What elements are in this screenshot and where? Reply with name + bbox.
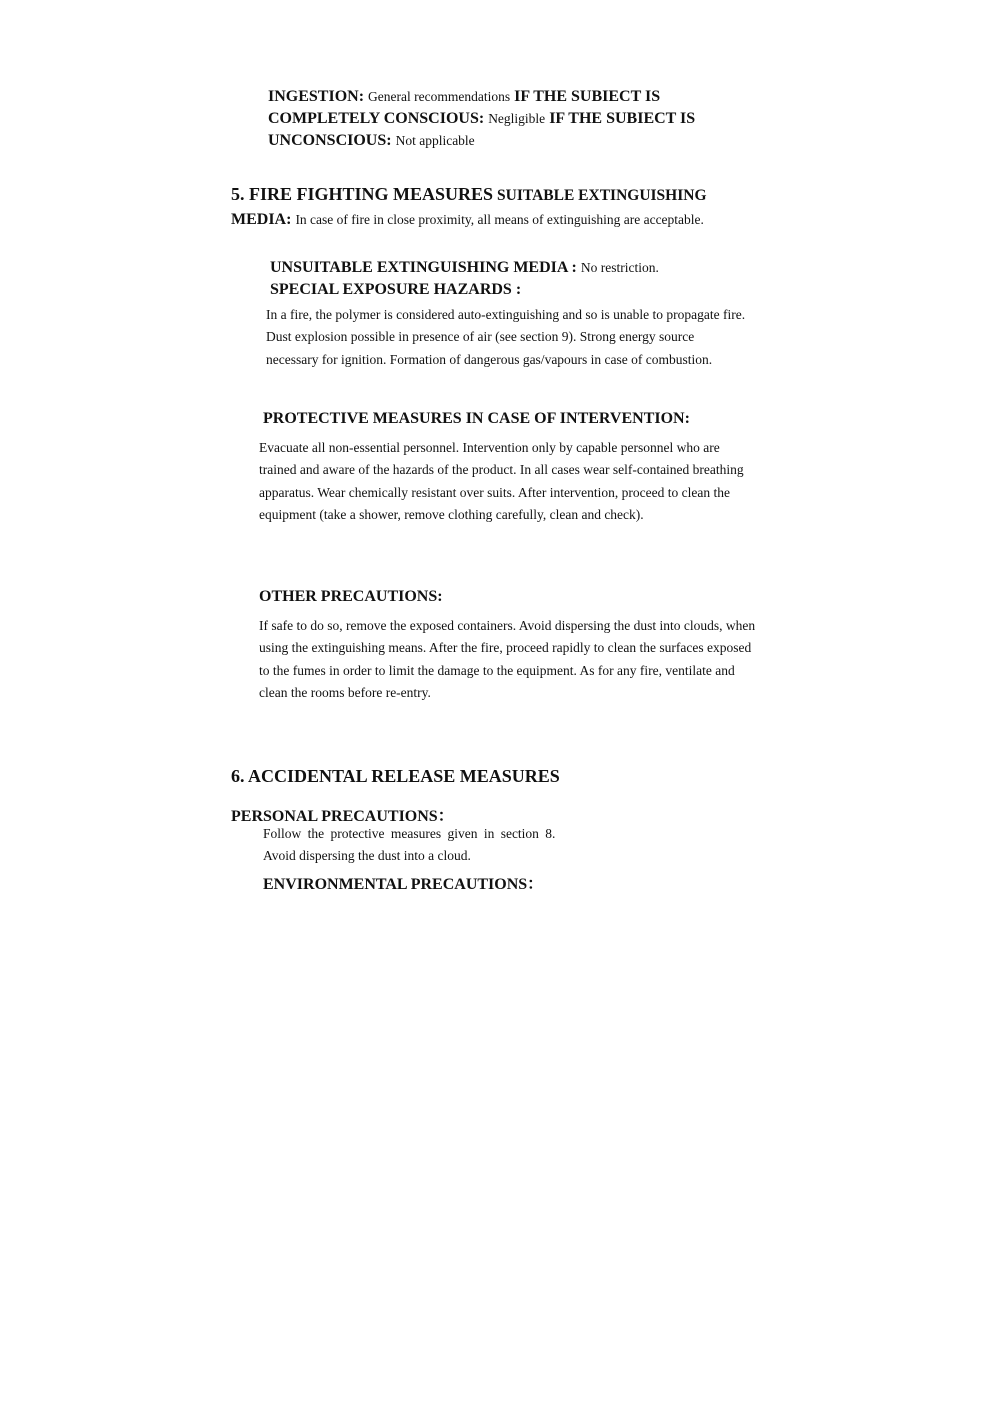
ingestion-line-3 bbox=[268, 132, 475, 150]
ingestion-general-text: General recommendations bbox=[368, 89, 511, 104]
special-hazards-heading: SPECIAL EXPOSURE HAZARDS : bbox=[270, 281, 522, 298]
conscious-label-part-1: IF THE SUBIECT IS bbox=[514, 88, 661, 105]
paragraph-line: using the extinguishing means. After the fire, proceed rapidly to clean the surfaces exposed bbox=[259, 640, 752, 656]
special-hazards-paragraph bbox=[266, 304, 745, 371]
unconscious-value: Not applicable bbox=[395, 133, 475, 148]
paragraph-line: apparatus. Wear chemically resistant over suits. After intervention, proceed to clean the bbox=[259, 484, 730, 500]
unsuitable-media-label: UNSUITABLE EXTINGUISHING MEDIA : bbox=[270, 259, 577, 276]
other-precautions-paragraph bbox=[259, 615, 755, 704]
suitable-media-label-part-2: MEDIA: bbox=[231, 211, 292, 228]
other-precautions-heading: OTHER PRECAUTIONS: bbox=[259, 588, 443, 605]
section-5-heading-line bbox=[231, 184, 707, 205]
conscious-value: Negligible bbox=[488, 111, 546, 126]
ingestion-line-1 bbox=[268, 88, 660, 106]
suitable-media-line bbox=[231, 211, 704, 229]
ingestion-line-2 bbox=[268, 110, 695, 128]
paragraph-line: necessary for ignition. Formation of dangerous gas/vapours in case of combustion. bbox=[266, 351, 713, 367]
paragraph-line: Evacuate all non-essential personnel. Intervention only by capable personnel who are bbox=[259, 440, 720, 455]
paragraph-line: to the fumes in order to limit the damage to the equipment. As for any fire, ventilate and bbox=[259, 662, 735, 678]
unconscious-label-part-2: UNCONSCIOUS: bbox=[268, 132, 392, 149]
personal-precautions-paragraph bbox=[263, 823, 555, 868]
paragraph-line: In a fire, the polymer is considered auto-extinguishing and so is unable to propagate fire. bbox=[266, 307, 746, 322]
ingestion-label: INGESTION: bbox=[268, 88, 365, 105]
unsuitable-media-line bbox=[270, 259, 659, 277]
suitable-media-label-part-1: SUITABLE EXTINGUISHING bbox=[497, 187, 707, 204]
environmental-precautions-heading: ENVIRONMENTAL PRECAUTIONS： bbox=[263, 876, 544, 893]
paragraph-line: equipment (take a shower, remove clothing carefully, clean and check). bbox=[259, 506, 644, 522]
conscious-label-part-2: COMPLETELY CONSCIOUS: bbox=[268, 110, 485, 127]
paragraph-line: Avoid dispersing the dust into a cloud. bbox=[263, 848, 471, 864]
personal-precautions-heading: PERSONAL PRECAUTIONS： bbox=[231, 808, 454, 825]
paragraph-line: clean the rooms before re-entry. bbox=[259, 684, 431, 700]
paragraph-line: trained and aware of the hazards of the product. In all cases wear self-contained breathing bbox=[259, 462, 744, 478]
paragraph-line: If safe to do so, remove the exposed containers. Avoid dispersing the dust into clouds, when bbox=[259, 618, 756, 633]
unsuitable-media-text: No restriction. bbox=[580, 260, 659, 275]
paragraph-line: Dust explosion possible in presence of air (see section 9). Strong energy source bbox=[266, 329, 695, 345]
suitable-media-text: In case of fire in close proximity, all means of extinguishing are acceptable. bbox=[295, 212, 704, 227]
unconscious-label-part-1: IF THE SUBIECT IS bbox=[549, 110, 696, 127]
section-6-title: 6. ACCIDENTAL RELEASE MEASURES bbox=[231, 766, 560, 786]
protective-measures-heading: PROTECTIVE MEASURES IN CASE OF INTERVENTION: bbox=[263, 410, 690, 427]
section-5-title: 5. FIRE FIGHTING MEASURES bbox=[231, 184, 494, 204]
protective-measures-paragraph bbox=[259, 437, 744, 526]
paragraph-line: Follow the protective measures given in section 8. bbox=[263, 826, 556, 841]
